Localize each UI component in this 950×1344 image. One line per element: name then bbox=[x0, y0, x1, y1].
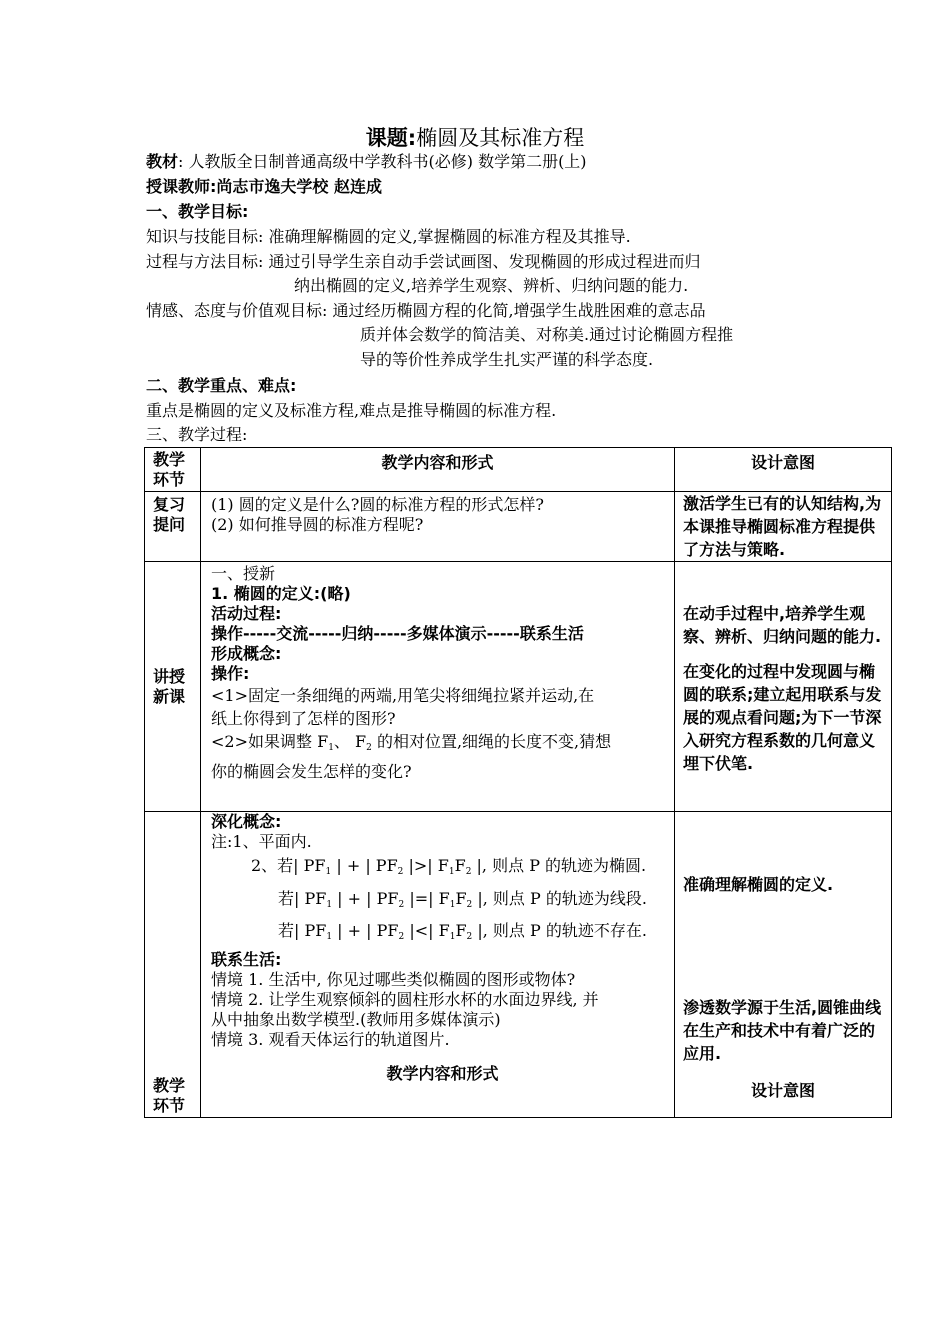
header-segment-line1: 教学 bbox=[153, 450, 186, 469]
n4-d: F bbox=[455, 921, 467, 940]
lecture-segment-line1: 讲授 bbox=[153, 666, 186, 686]
deepen-note-4 bbox=[211, 918, 674, 950]
n4-e: |, 则点 P 的轨迹不存在. bbox=[472, 921, 647, 940]
n2-e: |, 则点 P 的轨迹为椭圆. bbox=[471, 856, 647, 875]
deepen-segment-line1: 教学 bbox=[153, 1076, 186, 1095]
deepen-segment-line2: 环节 bbox=[153, 1096, 186, 1115]
lecture-line-7: <1>固定一条细绳的两端,用笔尖将细绳拉紧并运动,在 bbox=[211, 686, 595, 705]
lecture-intent-cell bbox=[675, 562, 892, 812]
review-intent-cell: 激活学生已有的认知结构,为本课推导椭圆标准方程提供了方法与策略. bbox=[675, 492, 892, 562]
deepen-scene-3: 情境 3. 观看天体运行的轨道图片. bbox=[211, 1030, 450, 1049]
deepen-row bbox=[145, 812, 892, 1118]
goal-process-label: 过程与方法目标: bbox=[146, 252, 264, 271]
n4-sub3: 1 bbox=[449, 932, 456, 942]
deepen-note-1: 注:1、平面内. bbox=[211, 832, 312, 851]
keypoints-text: 重点是椭圆的定义及标准方程,难点是推导椭圆的标准方程. bbox=[146, 401, 557, 420]
section-goals-heading: 一、教学目标: bbox=[146, 202, 249, 221]
n2-sub4: 2 bbox=[465, 867, 472, 877]
n2-sub2: 2 bbox=[397, 867, 404, 877]
goal-emotion bbox=[146, 300, 706, 322]
n4-b: | + | PF bbox=[332, 921, 399, 940]
review-question-2: (2) 如何推导圆的标准方程呢? bbox=[211, 515, 424, 534]
goal-process bbox=[146, 251, 701, 273]
deepen-scene-2b: 从中抽象出数学模型.(教师用多媒体演示) bbox=[211, 1010, 501, 1029]
lecture-line-9 bbox=[211, 730, 674, 760]
n2-a: 2、若| PF bbox=[251, 856, 326, 875]
goal-emotion-line3: 导的等价性养成学生扎实严谨的科学态度. bbox=[360, 350, 654, 369]
lesson-process-table bbox=[144, 447, 892, 1118]
deepen-intent-cell bbox=[675, 812, 892, 1118]
n4-c: |<| F bbox=[404, 921, 450, 940]
deepen-intent-2: 渗透数学源于生活,圆锥曲线在生产和技术中有着广泛的应用. bbox=[683, 998, 882, 1063]
goal-emotion-line2: 质并体会数学的简洁美、对称美.通过讨论椭圆方程推 bbox=[360, 325, 734, 344]
n2-b: | + | PF bbox=[331, 856, 398, 875]
n2-sub1: 1 bbox=[325, 867, 332, 877]
goal-knowledge-text: 准确理解椭圆的定义,掌握椭圆的标准方程及其推导. bbox=[263, 227, 631, 246]
lecture-content-cell bbox=[201, 562, 675, 812]
n3-sub4: 2 bbox=[466, 900, 473, 910]
deepen-note-2 bbox=[211, 852, 674, 886]
section-process-label: 三、教学过程: bbox=[146, 425, 248, 444]
n3-sub3: 1 bbox=[449, 900, 456, 910]
n3-a: 若| PF bbox=[278, 889, 327, 908]
goal-process-line2: 纳出椭圆的定义,培养学生观察、辨析、归纳问题的能力. bbox=[294, 276, 689, 295]
review-segment-line1: 复习 bbox=[153, 495, 186, 514]
n4-a: 若| PF bbox=[278, 921, 327, 940]
review-segment-line2: 提问 bbox=[153, 515, 186, 534]
deepen-scene-1: 情境 1. 生活中, 你见过哪些类似椭圆的图形或物体? bbox=[211, 970, 576, 989]
header-content-cell: 教学内容和形式 bbox=[201, 448, 675, 492]
lecture-segment-line2: 新课 bbox=[153, 686, 186, 706]
goal-emotion-text: 通过经历椭圆方程的化简,增强学生战胜困难的意志品 bbox=[327, 301, 706, 320]
n2-c: |>| F bbox=[403, 856, 449, 875]
n2-sub3: 1 bbox=[448, 867, 455, 877]
lecture-intent-1: 在动手过程中,培养学生观察、辨析、归纳问题的能力. bbox=[683, 604, 882, 646]
deepen-content-cell bbox=[201, 812, 675, 1118]
lecture-intent-2: 在变化的过程中发现圆与椭圆的联系;建立起用联系与发展的观点看问题;为下一节深入研究方程系数的几何意义埋下伏笔. bbox=[683, 662, 882, 773]
review-question-1: (1) 圆的定义是什么?圆的标准方程的形式怎样? bbox=[211, 495, 544, 514]
header-segment-cell bbox=[145, 448, 201, 492]
teacher-text: 尚志市逸夫学校 赵连成 bbox=[216, 177, 382, 196]
goal-knowledge bbox=[146, 226, 631, 248]
section-keypoints-heading: 二、教学重点、难点: bbox=[146, 376, 297, 395]
deepen-intent-1: 准确理解椭圆的定义. bbox=[683, 875, 834, 894]
textbook-text: : 人教版全日制普通高级中学教科书(必修) 数学第二册(上) bbox=[178, 152, 587, 171]
n2-d: F bbox=[454, 856, 466, 875]
table-header-row bbox=[145, 448, 892, 492]
teacher-line bbox=[146, 176, 382, 198]
title-text: 椭圆及其标准方程 bbox=[416, 126, 585, 150]
n3-c: |=| F bbox=[404, 889, 450, 908]
lecture-line-9-a: <2>如果调整 F bbox=[211, 732, 329, 751]
review-content-cell bbox=[201, 492, 675, 562]
teacher-label: 授课教师: bbox=[146, 177, 217, 196]
textbook-line bbox=[146, 151, 587, 173]
n3-d: F bbox=[455, 889, 467, 908]
deepen-scene-2: 情境 2. 让学生观察倾斜的圆柱形水杯的水面边界线, 并 bbox=[211, 990, 599, 1009]
lecture-line-10: 你的椭圆会发生怎样的变化? bbox=[211, 762, 412, 781]
deepen-heading: 深化概念: bbox=[211, 812, 282, 831]
n3-sub1: 1 bbox=[326, 900, 333, 910]
deepen-note-3 bbox=[211, 886, 674, 918]
deepen-intent-header: 设计意图 bbox=[750, 1081, 815, 1100]
lecture-line-4: 操作-----交流-----归纳-----多媒体演示-----联系生活 bbox=[211, 624, 584, 643]
lecture-line-2: 1. 椭圆的定义:(略) bbox=[211, 584, 351, 603]
review-row bbox=[145, 492, 892, 562]
deepen-segment-cell bbox=[145, 812, 201, 1118]
deepen-life-heading: 联系生活: bbox=[211, 950, 282, 969]
header-intent-cell: 设计意图 bbox=[675, 448, 892, 492]
lecture-line-8: 纸上你得到了怎样的图形? bbox=[211, 709, 396, 728]
lecture-line-9-c: 的相对位置,细绳的长度不变,猜想 bbox=[371, 732, 612, 751]
section-process-heading bbox=[146, 424, 247, 446]
goal-emotion-label: 情感、态度与价值观目标: bbox=[146, 301, 328, 320]
lecture-line-5: 形成概念: bbox=[211, 644, 282, 663]
lecture-sub-2: 2 bbox=[366, 743, 372, 753]
header-segment-line2: 环节 bbox=[153, 470, 186, 489]
lecture-line-1: 一、授新 bbox=[211, 564, 276, 583]
lecture-row bbox=[145, 562, 892, 812]
n3-sub2: 2 bbox=[398, 900, 405, 910]
title-label: 课题: bbox=[365, 126, 417, 150]
n4-sub1: 1 bbox=[326, 932, 333, 942]
goal-process-text: 通过引导学生亲自动手尝试画图、发现椭圆的形成过程进而归 bbox=[263, 252, 701, 271]
deepen-content-header: 教学内容和形式 bbox=[386, 1064, 499, 1083]
lecture-segment-cell bbox=[145, 562, 201, 812]
lecture-line-9-b: 、 F bbox=[333, 732, 367, 751]
lesson-title bbox=[0, 122, 950, 152]
lecture-line-3: 活动过程: bbox=[211, 604, 282, 623]
review-segment-cell bbox=[145, 492, 201, 562]
textbook-label: 教材 bbox=[146, 152, 179, 171]
n4-sub2: 2 bbox=[398, 932, 405, 942]
lecture-sub-1: 1 bbox=[328, 743, 334, 753]
n3-b: | + | PF bbox=[332, 889, 399, 908]
goal-knowledge-label: 知识与技能目标: bbox=[146, 227, 264, 246]
lecture-line-6: 操作: bbox=[211, 664, 250, 683]
n3-e: |, 则点 P 的轨迹为线段. bbox=[472, 889, 647, 908]
n4-sub4: 2 bbox=[466, 932, 473, 942]
